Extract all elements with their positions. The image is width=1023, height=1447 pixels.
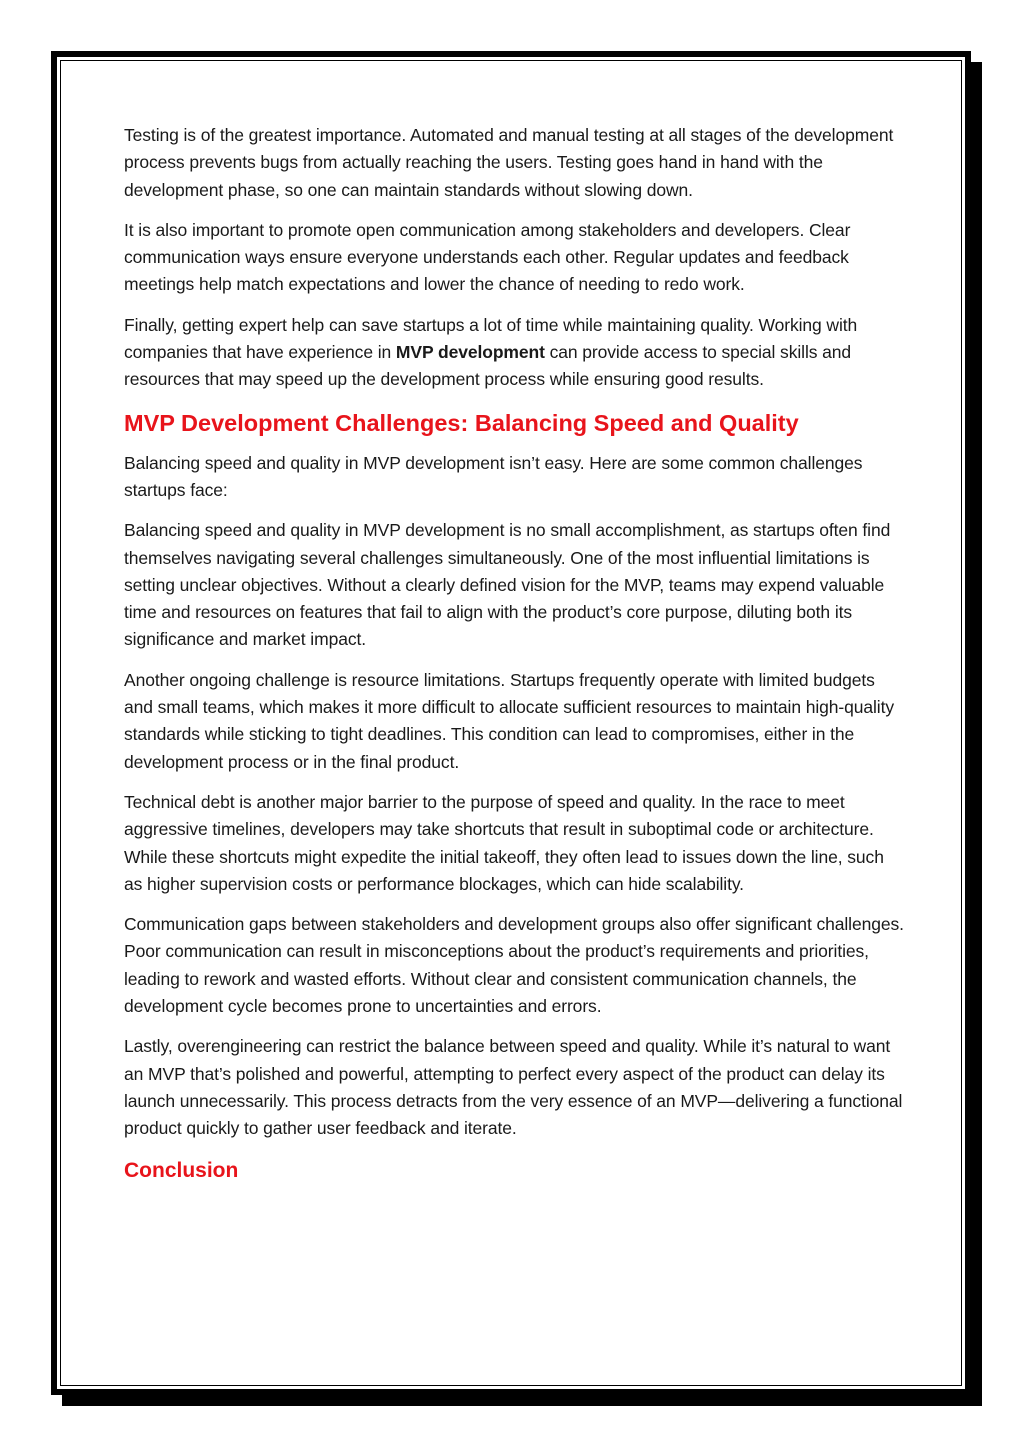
conclusion-heading: Conclusion xyxy=(124,1158,239,1182)
paragraph-overengineering: Lastly, overengineering can restrict the balance between speed and quality. While it’s natural to want an MVP that’s polished and powerful, attempting to perfect every aspect of the product can delay its launch unnecessarily. This process detracts from the very essence of an MVP—delivering a functional product quickly to gather user feedback and iterate. xyxy=(124,1036,903,1139)
paragraph-testing: Testing is of the greatest importance. Automated and manual testing at all stages of the development process prevents bugs from actually reaching the users. Testing goes hand in hand with the development phase, so one can maintain standards without slowing down. xyxy=(124,125,894,200)
document-body xyxy=(124,122,904,1185)
paragraph-expert-help xyxy=(124,312,904,394)
paragraph-unclear-objectives: Balancing speed and quality in MVP development is no small accomplishment, as startups often find themselves navigating several challenges simultaneously. One of the most influential limitations is setting unclear objectives. Without a clearly defined vision for the MVP, teams may expend valuable time and resources on features that fail to align with the product’s core purpose, diluting both its significance and market impact. xyxy=(124,520,891,650)
paragraph-communication: It is also important to promote open communication among stakeholders and developers. Clear communication ways ensure everyone understands each other. Regular updates and feedback meetings help match expectations and lower the chance of needing to redo work. xyxy=(124,219,851,295)
challenges-heading: MVP Development Challenges: Balancing Speed and Quality xyxy=(124,409,799,436)
paragraph-expert-help-end: can provide access to special skills and resources that may speed up the development process while ensuring good results. xyxy=(124,342,852,390)
mvp-development-bold: MVP development xyxy=(395,342,545,363)
paragraph-expert-help-start: Finally, getting expert help can save startups a lot of time while maintaining quality. Working with companies that have experience in xyxy=(124,314,858,363)
paragraph-technical-debt: Technical debt is another major barrier to the purpose of speed and quality. In the race to meet aggressive timelines, developers may take shortcuts that result in suboptimal code or architecture. While these shortcuts might expedite the initial takeoff, they often lead to issues down the line, such as higher supervision costs or performance blockages, which can hide scalability. xyxy=(124,791,884,894)
paragraph-challenges-intro: Balancing speed and quality in MVP development isn’t easy. Here are some common challenges startups face: xyxy=(124,452,863,500)
paragraph-resource-limitations: Another ongoing challenge is resource limitations. Startups frequently operate with limited budgets and small teams, which makes it more difficult to allocate sufficient resources to maintain high-quality standards while sticking to tight deadlines. This condition can lead to compromises, either in the development process or in the final product. xyxy=(124,669,895,772)
paragraph-communication-gaps: Communication gaps between stakeholders and development groups also offer significant challenges. Poor communication can result in misconceptions about the product’s requirements and priorities, leading to rework and wasted efforts. Without clear and consistent communication channels, the development cycle becomes prone to uncertainties and errors. xyxy=(124,914,904,1017)
